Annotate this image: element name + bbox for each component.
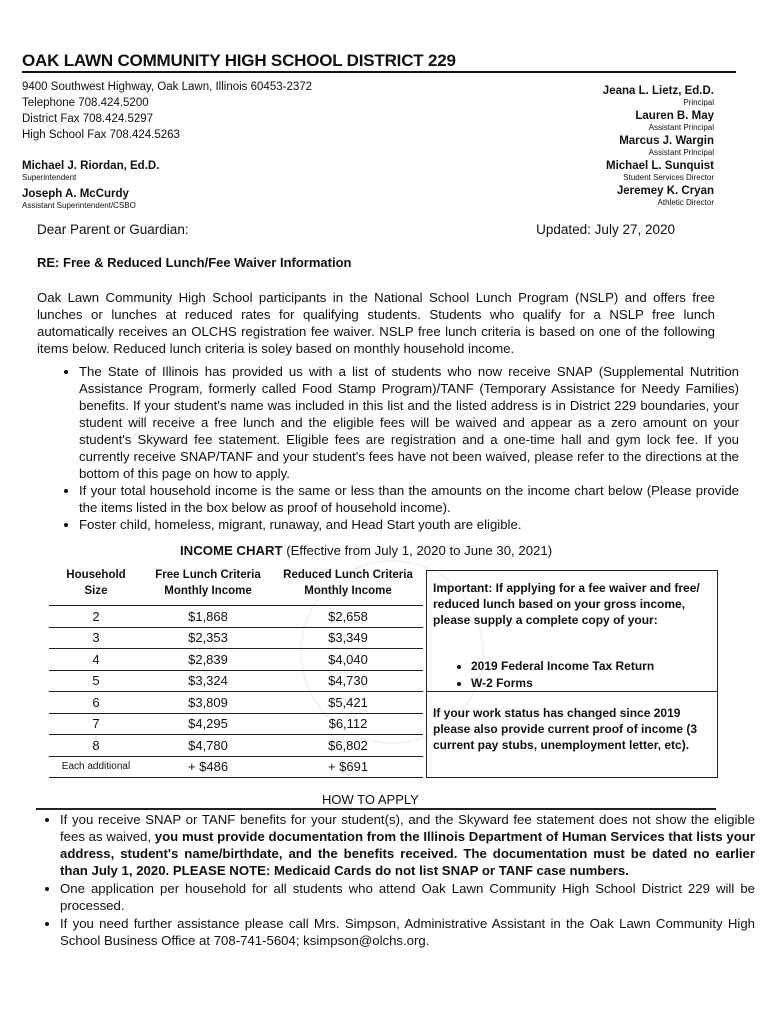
- superintendent-role: Superintendent: [22, 173, 77, 182]
- district-title: OAK LAWN COMMUNITY HIGH SCHOOL DISTRICT 229: [22, 51, 456, 70]
- important-box: [426, 570, 718, 778]
- table-row: 5 $3,324 $4,730: [49, 670, 423, 692]
- asst-principal-1-role: Assistant Principal: [648, 123, 714, 132]
- intro-paragraph: Oak Lawn Community High School participants in the National School Lunch Program (NSLP) and offers free lunches or lunches at reduced rates for qualifying students. Students who qualify for a NSLP free lunch automatically receives an OLCHS registration fee waiver. NSLP free lunch criteria is based on one of the following items below. Reduced lunch criteria is soley based on monthly household income.: [37, 290, 715, 356]
- how-to-apply-rule: [36, 808, 716, 810]
- box-divider: [427, 691, 717, 692]
- how-to-apply-list: [22, 811, 755, 950]
- subject-line: RE: Free & Reduced Lunch/Fee Waiver Information: [37, 255, 352, 270]
- student-services-name: Michael L. Sunquist: [606, 160, 714, 172]
- list-item: • Foster child, homeless, migrant, runaway, and Head Start youth are eligible.: [79, 516, 739, 533]
- telephone-line: Telephone 708.424.5200: [22, 97, 149, 109]
- col-header-reduced-lunch: Reduced Lunch Criteria Monthly Income: [283, 569, 413, 597]
- col-header-household: Household Size: [66, 569, 126, 597]
- eligibility-list: [55, 363, 739, 533]
- greeting: Dear Parent or Guardian:: [37, 222, 189, 237]
- principal-role: Principal: [683, 98, 714, 107]
- work-status-note: If your work status has changed since 2019 please also provide current proof of income (3 current pay stubs, unemployment letter, etc).: [433, 706, 698, 752]
- asst-principal-1-name: Lauren B. May: [635, 110, 714, 122]
- athletic-director-name: Jeremey K. Cryan: [616, 185, 714, 197]
- income-chart-title-bold: INCOME CHART: [180, 543, 283, 558]
- income-chart-title: [180, 543, 552, 558]
- asst-principal-2-name: Marcus J. Wargin: [619, 135, 714, 147]
- superintendent-name: Michael J. Riordan, Ed.D.: [22, 160, 160, 172]
- admin-right: [603, 82, 714, 207]
- table-row: 6 $3,809 $5,421: [49, 692, 423, 714]
- required-documents-list: [455, 658, 654, 692]
- asst-principal-2-role: Assistant Principal: [648, 148, 714, 157]
- income-chart-title-rest: (Effective from July 1, 2020 to June 30, 2021): [282, 543, 553, 558]
- list-item: • The State of Illinois has provided us with a list of students who now receive SNAP (Supplemental Nutrition Assistance Program, formerly called Food Stamp Program)/TANF (Temporary Assistance for Needy Families) benefits. If your student's name was included in this list and the listed address is in District 229 boundaries, your student will receive a free lunch and the eligible fees will be waived and appear as a zero amount on your student's Skyward fee statement. Eligible fees are registration and a one-time hall and gym lock fee. If you currently receive SNAP/TANF and your student's fees have not been waived, please refer to the directions at the bottom of this page on how to apply.: [79, 363, 739, 482]
- athletic-director-role: Athletic Director: [657, 198, 714, 207]
- student-services-role: Student Services Director: [623, 173, 714, 182]
- asst-superintendent-role: Assistant Superintendent/CSBO: [22, 201, 136, 210]
- col-header-free-lunch: Free Lunch Criteria Monthly Income: [155, 569, 261, 597]
- list-item: • If your total household income is the same or less than the amounts on the income chart below (Please provide the items listed in the box below as proof of household income).: [79, 482, 739, 516]
- address-block: [22, 79, 312, 143]
- address-line: 9400 Southwest Highway, Oak Lawn, Illinois 60453-2372: [22, 81, 313, 93]
- table-row: 2 $1,868 $2,658: [49, 606, 423, 628]
- table-row: 8 $4,780 $6,802: [49, 735, 423, 757]
- how-to-apply-title: HOW TO APPLY: [322, 792, 419, 807]
- updated-date: Updated: July 27, 2020: [536, 222, 675, 237]
- list-item: • 2019 Federal Income Tax Return: [471, 658, 654, 675]
- list-item: • If you receive SNAP or TANF benefits for your student(s), and the Skyward fee statement does not show the eligible fees as waived, you must provide documentation from the Illinois Department of Human Services that lists your address, student's name/birthdate, and the benefits received. The documentation must be dated no earlier than July 1, 2020. PLEASE NOTE: Medicaid Cards do not list SNAP or TANF case numbers.: [60, 811, 755, 879]
- list-item: • One application per household for all students who attend Oak Lawn Community High School District 229 will be processed.: [60, 880, 755, 914]
- important-text: Important: If applying for a fee waiver and free/ reduced lunch based on your gross income, please supply a complete copy of your:: [433, 581, 700, 627]
- list-item: • If you need further assistance please call Mrs. Simpson, Administrative Assistant in the Oak Lawn Community High School Business Office at 708-741-5604; ksimpson@olchs.org.: [60, 915, 755, 949]
- principal-name: Jeana L. Lietz, Ed.D.: [602, 85, 714, 97]
- income-table: [49, 567, 423, 778]
- admin-left: [22, 160, 159, 210]
- header-rule: [22, 71, 736, 73]
- table-row: 3 $2,353 $3,349: [49, 627, 423, 649]
- table-row: 7 $4,295 $6,112: [49, 713, 423, 735]
- asst-superintendent-name: Joseph A. McCurdy: [22, 188, 129, 200]
- list-item: • W-2 Forms: [471, 675, 654, 692]
- table-row: 4 $2,839 $4,040: [49, 649, 423, 671]
- high-school-fax-line: High School Fax 708.424.5263: [22, 129, 180, 141]
- district-fax-line: District Fax 708.424.5297: [22, 113, 154, 125]
- table-row: Each additional + $486 + $691: [49, 756, 423, 778]
